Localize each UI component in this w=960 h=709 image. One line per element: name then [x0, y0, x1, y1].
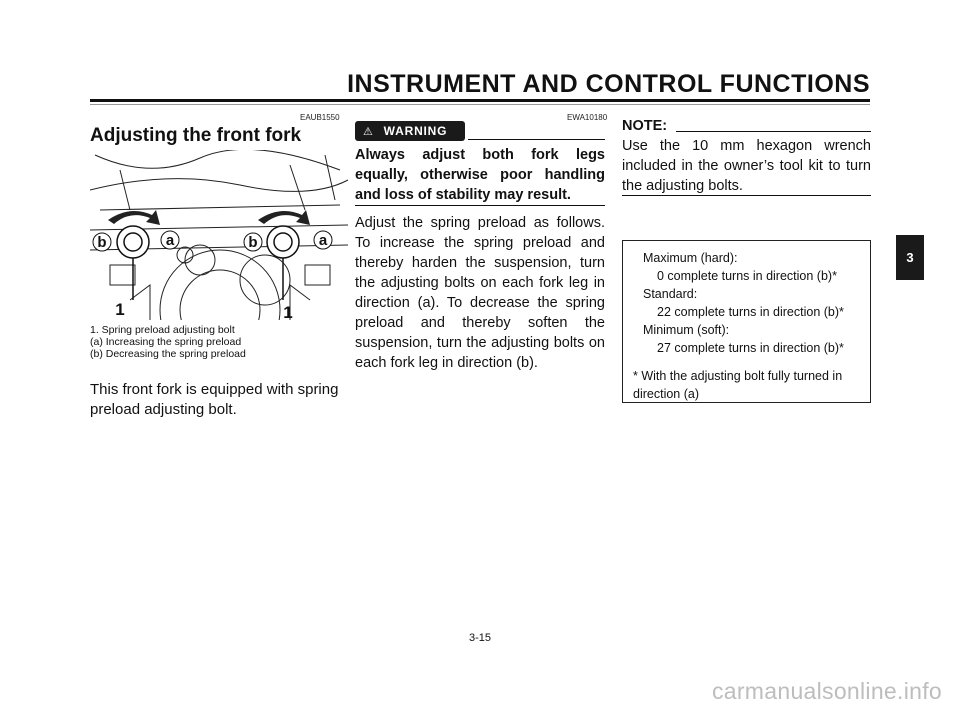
caption-line: (b) Decreasing the spring preload [90, 348, 246, 360]
spec-footnote: * With the adjusting bolt fully turned in direction (a) [633, 369, 843, 401]
warning-rule [468, 139, 605, 140]
spec-std-value: 22 complete turns in direction (b)* [657, 305, 844, 319]
header-rule-thin [90, 104, 870, 105]
spec-max-value: 0 complete turns in direction (b)* [657, 269, 837, 283]
spec-box [622, 240, 871, 403]
figure-caption [90, 324, 246, 360]
header-rule [90, 99, 870, 102]
label-1-left: 1 [115, 300, 125, 319]
section-body: This front fork is equipped with spring preload adjusting bolt. [90, 381, 339, 418]
fork-illustration [90, 150, 348, 320]
label-a-left: a [165, 232, 175, 249]
section-title: Adjusting the front fork [90, 125, 302, 146]
chapter-tab: 3 [896, 235, 924, 280]
warning-badge [355, 121, 465, 141]
note-title: NOTE: [622, 118, 668, 134]
warning-code: EWA10180 [567, 113, 608, 122]
warning-triangle-icon: ⚠ [363, 125, 374, 138]
warning-label: WARNING [383, 124, 448, 138]
header-title: INSTRUMENT AND CONTROL FUNCTIONS [347, 70, 870, 98]
page-number: 3-15 [468, 632, 492, 644]
spec-min-label: Minimum (soft): [643, 323, 730, 337]
fork-figure [90, 150, 348, 320]
section-code: EAUB1550 [300, 113, 340, 122]
spec-min-value: 27 complete turns in direction (b)* [657, 341, 844, 355]
label-b-left: b [97, 234, 107, 251]
label-b-right: b [248, 234, 258, 251]
label-1-right: 1 [283, 303, 293, 320]
warning-rule-bottom [355, 205, 605, 206]
warning-body: Adjust the spring preload as follows. To increase the spring preload and thereby harden the suspension, turn the adjusting bolts on each fork leg in direction (a). To decrease the spring preload and thereby soften the suspension, turn the adjusting bolts on each fork leg in direction (b). [355, 215, 605, 371]
warning-text: Always adjust both fork legs equally, otherwise poor handling and loss of stability may result. [355, 147, 605, 203]
caption-line: (a) Increasing the spring preload [90, 336, 242, 348]
caption-line: 1. Spring preload adjusting bolt [90, 324, 235, 336]
watermark: carmanualsonline.info [711, 678, 942, 704]
spec-std-label: Standard: [643, 287, 698, 301]
label-a-right: a [318, 232, 328, 249]
note-text: Use the 10 mm hexagon wrench included in the owner’s tool kit to turn the adjusting bolts. [622, 138, 871, 194]
spec-max-label: Maximum (hard): [643, 251, 738, 265]
note-rule [676, 131, 871, 132]
note-rule-bottom [622, 195, 871, 196]
